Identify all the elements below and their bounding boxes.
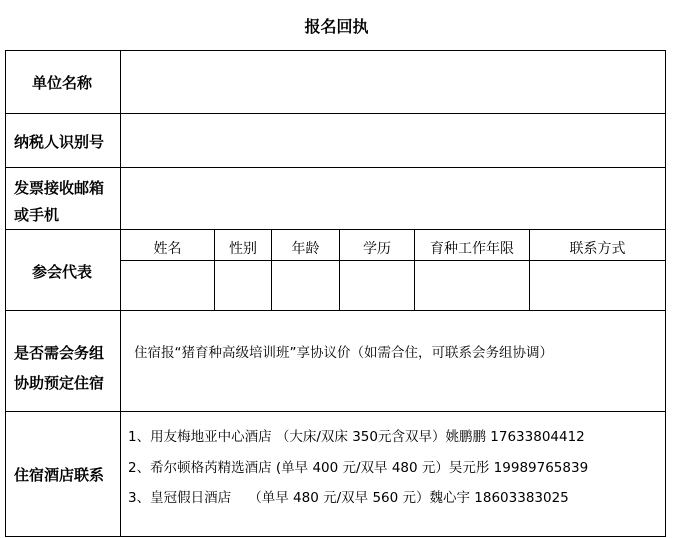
table-border-left [5, 50, 6, 537]
label-column-divider [120, 50, 121, 537]
row-divider [5, 310, 665, 311]
row-divider [5, 229, 665, 230]
row-divider [5, 411, 665, 412]
label-attendee: 参会代表 [32, 263, 93, 281]
header-education: 学历 [363, 241, 391, 257]
table-border-top [5, 50, 665, 51]
hotel-item: 3、皇冠假日酒店 （单早 480 元/双早 560 元）魏心宇 18603383025 [128, 490, 569, 506]
label-invoice-line1: 发票接收邮箱 [14, 179, 105, 197]
label-booking-line2: 协助预定住宿 [14, 374, 105, 392]
table-border-right [665, 50, 666, 537]
label-booking-line1: 是否需会务组 [14, 344, 105, 362]
table-border-bottom [5, 536, 665, 537]
label-hotel-contact: 住宿酒店联系 [14, 466, 105, 484]
label-invoice-line2: 或手机 [14, 206, 60, 224]
row-divider [5, 167, 665, 168]
label-unit-name: 单位名称 [32, 74, 93, 92]
attendee-header-divider [120, 260, 665, 261]
label-tax-id: 纳税人识别号 [14, 133, 105, 151]
hotel-item: 1、用友梅地亚中心酒店 （大床/双床 350元含双早）姚鹏鹏 17633804412 [128, 429, 585, 445]
header-breeding-years: 育种工作年限 [430, 241, 514, 257]
row-divider [5, 113, 665, 114]
header-gender: 性别 [229, 241, 257, 257]
header-age: 年龄 [291, 241, 320, 257]
header-contact: 联系方式 [569, 241, 626, 257]
header-name: 姓名 [153, 241, 182, 257]
hotel-item: 2、希尔顿格芮精选酒店 (单早 400 元/双早 480 元）吴元彤 19989765839 [128, 460, 589, 476]
form-title: 报名回执 [304, 17, 369, 36]
booking-note: 住宿报“猪育种高级培训班”享协议价（如需合住，可联系会务组协调） [134, 345, 553, 361]
